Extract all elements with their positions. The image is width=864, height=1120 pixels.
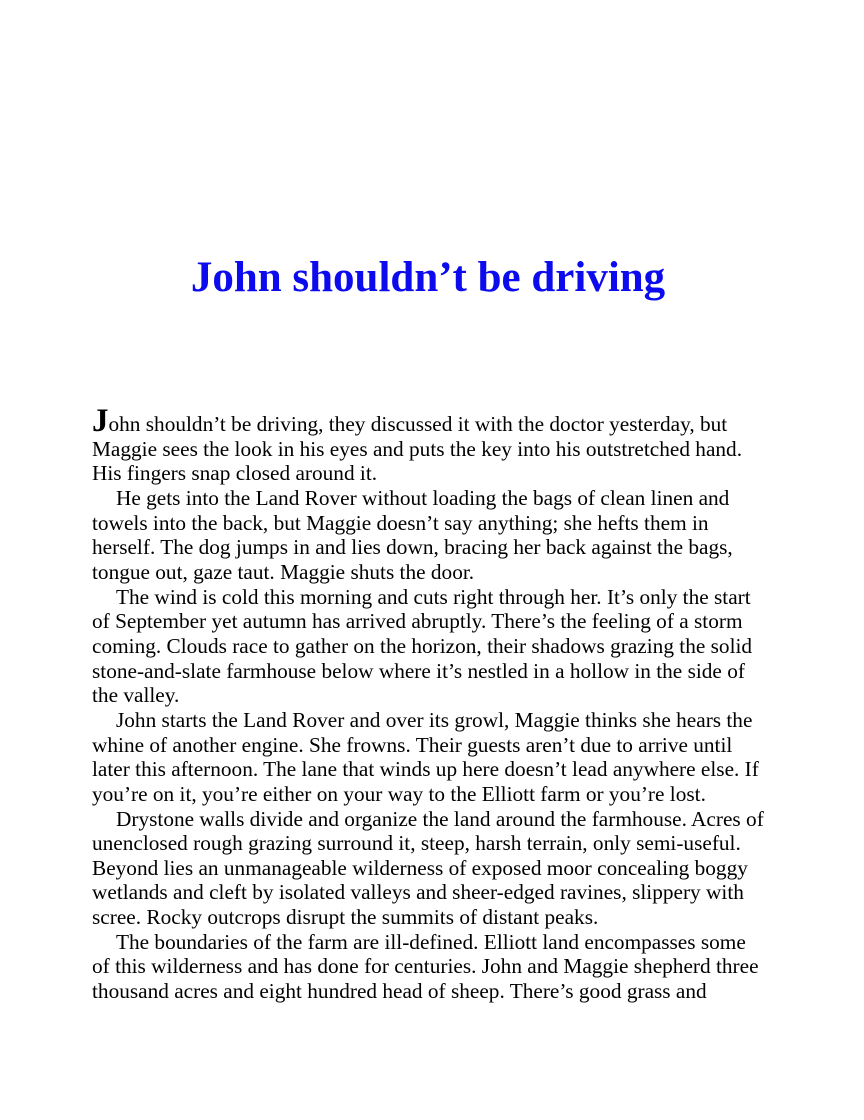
- paragraph: He gets into the Land Rover without loading the bags of clean linen and towels into the back, but Maggie doesn’t say anything; she hefts them in herself. The dog jumps in and lies down, bracing her back against the bags, tongue out, gaze taut. Maggie shuts the door.: [92, 485, 733, 584]
- chapter-title: John shouldn’t be driving: [190, 254, 666, 301]
- paragraph: John starts the Land Rover and over its growl, Maggie thinks she hears the whine of another engine. She frowns. Their guests aren’t due to arrive until later this afternoon. The lane that winds up here doesn’t lead anywhere else. If you’re on it, you’re either on your way to the Elliott farm or you’re lost.: [92, 707, 759, 806]
- paragraph: Drystone walls divide and organize the land around the farmhouse. Acres of unenclosed rough grazing surround it, steep, harsh terrain, only semi-useful. Beyond lies an unmanageable wilderness of exposed moor concealing boggy wetlands and cleft by isolated valleys and sheer-edged ravines, slippery with scree. Rocky outcrops disrupt the summits of distant peaks.: [92, 806, 764, 930]
- paragraph: The boundaries of the farm are ill-defined. Elliott land encompasses some of this wilderness and has done for centuries. John and Maggie shepherd three thousand acres and eight hundred head of sheep. There’s good grass and: [92, 929, 759, 1004]
- paragraph: The wind is cold this morning and cuts right through her. It’s only the start of September yet autumn has arrived abruptly. There’s the feeling of a storm coming. Clouds race to gather on the horizon, their shadows grazing the solid stone-and-slate farmhouse below where it’s nestled in a hollow in the side of the valley.: [92, 584, 753, 708]
- paragraph-text: ohn shouldn’t be driving, they discussed it with the doctor yesterday, but Maggie sees the look in his eyes and puts the key into his outstretched hand. His fingers snap closed around it.: [92, 412, 743, 486]
- paragraph: [92, 403, 764, 486]
- chapter-body: [92, 403, 764, 1004]
- lead-capital: J: [92, 403, 109, 439]
